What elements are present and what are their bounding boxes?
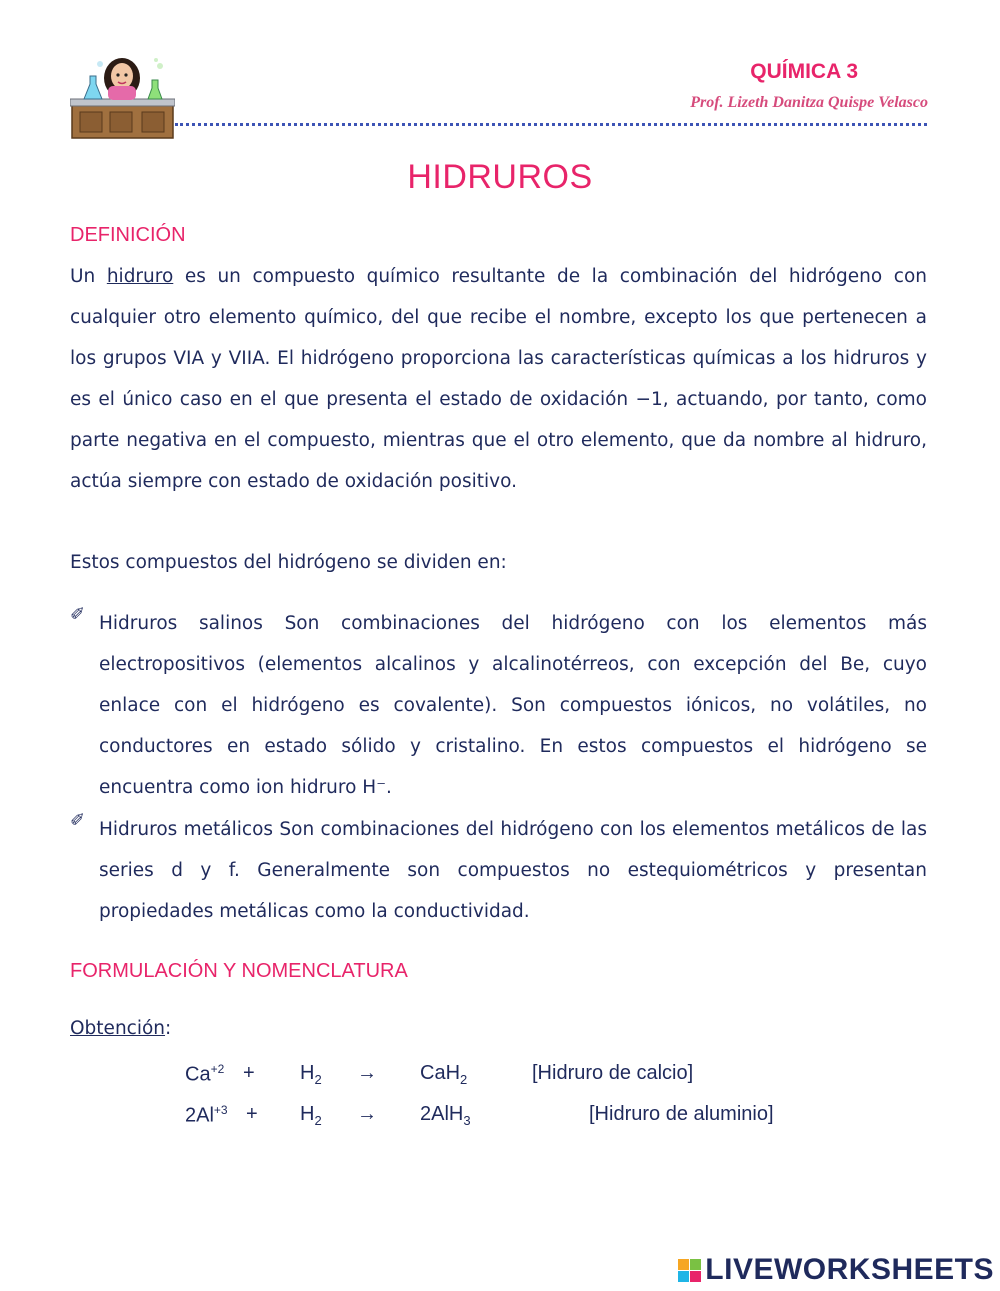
plus-sign: + bbox=[246, 1103, 258, 1125]
watermark-text: LIVEWORKSHEETS bbox=[705, 1253, 994, 1286]
obtencion-label: Obtención: bbox=[70, 1018, 172, 1039]
header-divider bbox=[175, 123, 927, 126]
teacher-name: Prof. Lizeth Danitza Quispe Velasco bbox=[690, 94, 928, 111]
types-intro: Estos compuestos del hidrógeno se dividen en: bbox=[70, 552, 507, 573]
plus-sign: + bbox=[243, 1062, 255, 1084]
pencil-bullet-icon: ✐ bbox=[70, 810, 86, 831]
bullet-item-hidruros-salinos bbox=[70, 603, 927, 808]
bullet-text: Hidruros metálicos Son combinaciones del hidrógeno con los elementos metálicos de las series d y f. Generalmente son compuestos no estequiométricos y presentan propiedades metálicas como la conductividad. bbox=[99, 819, 927, 922]
product-name: [Hidruro de calcio] bbox=[532, 1062, 694, 1084]
definition-paragraph: Un hidruro es un compuesto químico resultante de la combinación del hidrógeno con cualquier otro elemento químico, del que recibe el nombre, excepto los que pertenecen a los grupos VIA y VIIA. El hidrógeno proporciona las características químicas a los hidruros y es el único caso en el que presenta el estado de oxidación −1, actuando, por tanto, como parte negativa en el compuesto, mientras que el otro elemento, que da nombre al hidruro, actúa siempre con estado de oxidación positivo. bbox=[70, 266, 927, 492]
product-formula: 2AlH$_3$ bbox=[420, 1103, 471, 1128]
page-title: HIDRUROS bbox=[407, 158, 593, 196]
chemistry-teacher-illustration bbox=[70, 52, 175, 140]
arrow-icon: → bbox=[357, 1103, 377, 1125]
hidruro-link[interactable]: hidruro bbox=[106, 266, 174, 287]
reactant-metal: $2Al^{+3}$ bbox=[185, 1103, 228, 1127]
liveworksheets-watermark bbox=[678, 1253, 994, 1287]
section-heading-definicion: DEFINICIÓN bbox=[70, 224, 186, 246]
section-heading-formulacion: FORMULACIÓN Y NOMENCLATURA bbox=[70, 960, 408, 982]
reactant-hydrogen: $H_2$ bbox=[300, 1103, 322, 1128]
product-formula: CaH$_2$ bbox=[420, 1062, 468, 1087]
bullet-item-hidruros-metalicos bbox=[70, 809, 927, 932]
reactant-metal: $Ca^{+2}$ bbox=[185, 1062, 225, 1086]
course-title: QUÍMICA 3 bbox=[750, 60, 858, 83]
bullet-text: Hidruros salinos Son combinaciones del hidrógeno con los elementos más electropositivos (elementos alcalinos y alcalinotérreos, con excepción del Be, cuyo enlace con el hidrógeno es covalente). Son compuestos iónicos, no volátiles, no conductores en estado sólido y cristalino. En estos compuestos el hidrógeno se encuentra como ion hidruro H⁻. bbox=[99, 613, 927, 798]
liveworksheets-logo-icon bbox=[678, 1259, 701, 1282]
reactant-hydrogen: $H_2$ bbox=[300, 1062, 322, 1087]
arrow-icon: → bbox=[357, 1062, 377, 1084]
pencil-bullet-icon: ✐ bbox=[70, 604, 86, 625]
product-name: [Hidruro de aluminio] bbox=[589, 1103, 774, 1125]
